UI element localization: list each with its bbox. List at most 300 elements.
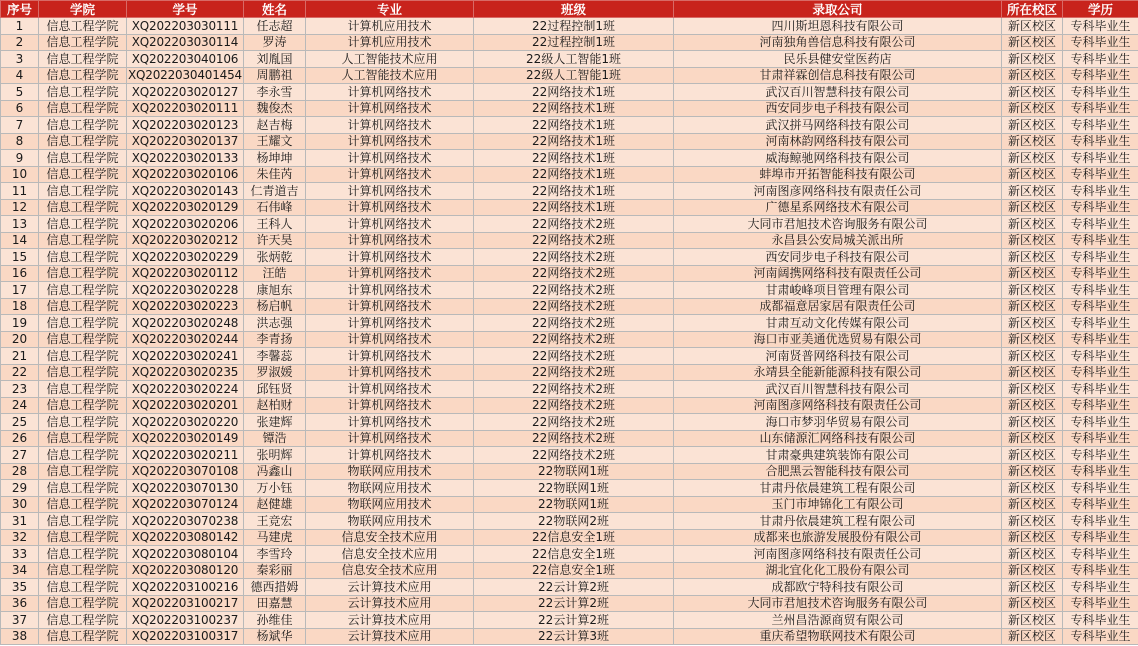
cell-company: 甘肃祥霖创信息科技有限公司 xyxy=(674,67,1002,84)
cell-class: 22网络技术2班 xyxy=(474,282,674,299)
cell-name: 李馨蕊 xyxy=(244,348,306,365)
cell-degree: 专科毕业生 xyxy=(1063,364,1138,381)
cell-name: 罗涛 xyxy=(244,34,306,51)
cell-company: 河南林韵网络科技有限公司 xyxy=(674,133,1002,150)
cell-campus: 新区校区 xyxy=(1002,529,1063,546)
cell-company: 成都欧宁特科技有限公司 xyxy=(674,579,1002,596)
cell-company: 成都来也旅游发展股份有限公司 xyxy=(674,529,1002,546)
cell-college: 信息工程学院 xyxy=(39,18,127,35)
cell-seq: 9 xyxy=(1,150,39,167)
cell-college: 信息工程学院 xyxy=(39,430,127,447)
cell-seq: 29 xyxy=(1,480,39,497)
cell-seq: 16 xyxy=(1,265,39,282)
cell-college: 信息工程学院 xyxy=(39,595,127,612)
cell-seq: 6 xyxy=(1,100,39,117)
cell-campus: 新区校区 xyxy=(1002,546,1063,563)
table-row xyxy=(1,117,1138,134)
cell-student-id: XQ202203020149 xyxy=(127,430,244,447)
cell-class: 22网络技术2班 xyxy=(474,397,674,414)
cell-class: 22网络技术1班 xyxy=(474,150,674,167)
cell-student-id: XQ202203020224 xyxy=(127,381,244,398)
cell-college: 信息工程学院 xyxy=(39,529,127,546)
cell-company: 甘肃互动文化传媒有限公司 xyxy=(674,315,1002,332)
header-company: 录取公司 xyxy=(674,1,1002,18)
cell-major: 计算机网络技术 xyxy=(306,216,474,233)
cell-major: 云计算技术应用 xyxy=(306,612,474,629)
table-row xyxy=(1,562,1138,579)
cell-company: 甘肃峻峰项目管理有限公司 xyxy=(674,282,1002,299)
cell-campus: 新区校区 xyxy=(1002,199,1063,216)
cell-student-id: XQ202203080104 xyxy=(127,546,244,563)
cell-name: 张建辉 xyxy=(244,414,306,431)
cell-class: 22网络技术2班 xyxy=(474,364,674,381)
table-row xyxy=(1,463,1138,480)
table-row xyxy=(1,496,1138,513)
cell-company: 甘肃豪典建筑装饰有限公司 xyxy=(674,447,1002,464)
cell-student-id: XQ202203030114 xyxy=(127,34,244,51)
table-row xyxy=(1,183,1138,200)
cell-name: 赵吉梅 xyxy=(244,117,306,134)
cell-company: 永靖县全能新能源科技有限公司 xyxy=(674,364,1002,381)
cell-college: 信息工程学院 xyxy=(39,579,127,596)
cell-college: 信息工程学院 xyxy=(39,331,127,348)
cell-name: 李雪玲 xyxy=(244,546,306,563)
cell-name: 镡浩 xyxy=(244,430,306,447)
cell-campus: 新区校区 xyxy=(1002,430,1063,447)
cell-class: 22过程控制1班 xyxy=(474,18,674,35)
cell-campus: 新区校区 xyxy=(1002,513,1063,530)
cell-student-id: XQ202203020212 xyxy=(127,232,244,249)
cell-seq: 25 xyxy=(1,414,39,431)
cell-major: 计算机网络技术 xyxy=(306,117,474,134)
cell-student-id: XQ202203070108 xyxy=(127,463,244,480)
table-row xyxy=(1,414,1138,431)
cell-college: 信息工程学院 xyxy=(39,513,127,530)
cell-degree: 专科毕业生 xyxy=(1063,315,1138,332)
cell-name: 康旭东 xyxy=(244,282,306,299)
cell-name: 德西措姆 xyxy=(244,579,306,596)
cell-seq: 38 xyxy=(1,628,39,645)
cell-name: 杨坤坤 xyxy=(244,150,306,167)
cell-class: 22云计算2班 xyxy=(474,612,674,629)
cell-major: 计算机应用技术 xyxy=(306,34,474,51)
cell-major: 物联网应用技术 xyxy=(306,513,474,530)
cell-class: 22级人工智能1班 xyxy=(474,67,674,84)
cell-seq: 26 xyxy=(1,430,39,447)
cell-major: 云计算技术应用 xyxy=(306,579,474,596)
cell-campus: 新区校区 xyxy=(1002,315,1063,332)
cell-class: 22云计算3班 xyxy=(474,628,674,645)
cell-seq: 13 xyxy=(1,216,39,233)
cell-student-id: XQ202203020137 xyxy=(127,133,244,150)
cell-college: 信息工程学院 xyxy=(39,397,127,414)
table-row xyxy=(1,216,1138,233)
cell-company: 四川斯坦恩科技有限公司 xyxy=(674,18,1002,35)
cell-class: 22物联网1班 xyxy=(474,496,674,513)
cell-campus: 新区校区 xyxy=(1002,414,1063,431)
cell-college: 信息工程学院 xyxy=(39,216,127,233)
cell-class: 22网络技术1班 xyxy=(474,100,674,117)
cell-name: 石伟峰 xyxy=(244,199,306,216)
cell-seq: 20 xyxy=(1,331,39,348)
cell-college: 信息工程学院 xyxy=(39,414,127,431)
cell-college: 信息工程学院 xyxy=(39,67,127,84)
cell-major: 计算机网络技术 xyxy=(306,298,474,315)
cell-seq: 3 xyxy=(1,51,39,68)
cell-student-id: XQ202203020112 xyxy=(127,265,244,282)
cell-class: 22网络技术2班 xyxy=(474,331,674,348)
table-row xyxy=(1,430,1138,447)
cell-company: 永昌县公安局城关派出所 xyxy=(674,232,1002,249)
cell-company: 甘肃丹依晨建筑工程有限公司 xyxy=(674,480,1002,497)
cell-name: 任志超 xyxy=(244,18,306,35)
cell-company: 大同市君旭技术咨询服务有限公司 xyxy=(674,595,1002,612)
cell-degree: 专科毕业生 xyxy=(1063,546,1138,563)
cell-college: 信息工程学院 xyxy=(39,381,127,398)
cell-major: 计算机网络技术 xyxy=(306,331,474,348)
cell-major: 信息安全技术应用 xyxy=(306,562,474,579)
cell-student-id: XQ202203020241 xyxy=(127,348,244,365)
cell-degree: 专科毕业生 xyxy=(1063,84,1138,101)
cell-campus: 新区校区 xyxy=(1002,496,1063,513)
cell-seq: 30 xyxy=(1,496,39,513)
table-row xyxy=(1,100,1138,117)
cell-class: 22网络技术2班 xyxy=(474,216,674,233)
cell-class: 22网络技术2班 xyxy=(474,298,674,315)
cell-name: 洪志强 xyxy=(244,315,306,332)
cell-company: 兰州昌浩源商贸有限公司 xyxy=(674,612,1002,629)
cell-class: 22网络技术2班 xyxy=(474,348,674,365)
cell-class: 22网络技术1班 xyxy=(474,84,674,101)
cell-student-id: XQ202203100216 xyxy=(127,579,244,596)
cell-degree: 专科毕业生 xyxy=(1063,331,1138,348)
cell-campus: 新区校区 xyxy=(1002,183,1063,200)
cell-degree: 专科毕业生 xyxy=(1063,414,1138,431)
cell-student-id: XQ202203100237 xyxy=(127,612,244,629)
cell-major: 云计算技术应用 xyxy=(306,595,474,612)
cell-company: 玉门市坤锦化工有限公司 xyxy=(674,496,1002,513)
cell-campus: 新区校区 xyxy=(1002,331,1063,348)
cell-major: 信息安全技术应用 xyxy=(306,529,474,546)
cell-seq: 12 xyxy=(1,199,39,216)
cell-name: 张明辉 xyxy=(244,447,306,464)
cell-seq: 7 xyxy=(1,117,39,134)
cell-company: 武汉拼马网络科技有限公司 xyxy=(674,117,1002,134)
cell-company: 西安同步电子科技有限公司 xyxy=(674,100,1002,117)
cell-major: 计算机网络技术 xyxy=(306,232,474,249)
cell-seq: 28 xyxy=(1,463,39,480)
table-row xyxy=(1,612,1138,629)
table-row xyxy=(1,249,1138,266)
table-row xyxy=(1,628,1138,645)
cell-student-id: XQ202203020129 xyxy=(127,199,244,216)
table-row xyxy=(1,67,1138,84)
header-seq: 序号 xyxy=(1,1,39,18)
cell-student-id: XQ202203020223 xyxy=(127,298,244,315)
cell-class: 22网络技术1班 xyxy=(474,183,674,200)
cell-degree: 专科毕业生 xyxy=(1063,496,1138,513)
cell-class: 22网络技术2班 xyxy=(474,232,674,249)
cell-campus: 新区校区 xyxy=(1002,282,1063,299)
cell-name: 赵健雄 xyxy=(244,496,306,513)
cell-degree: 专科毕业生 xyxy=(1063,166,1138,183)
cell-company: 武汉百川智慧科技有限公司 xyxy=(674,84,1002,101)
cell-company: 河南贤普网络科技有限公司 xyxy=(674,348,1002,365)
cell-degree: 专科毕业生 xyxy=(1063,430,1138,447)
cell-major: 计算机网络技术 xyxy=(306,199,474,216)
header-degree: 学历 xyxy=(1063,1,1138,18)
cell-seq: 35 xyxy=(1,579,39,596)
cell-major: 计算机网络技术 xyxy=(306,282,474,299)
cell-name: 马建虎 xyxy=(244,529,306,546)
cell-name: 杨斌华 xyxy=(244,628,306,645)
cell-major: 物联网应用技术 xyxy=(306,480,474,497)
cell-campus: 新区校区 xyxy=(1002,100,1063,117)
cell-college: 信息工程学院 xyxy=(39,117,127,134)
table-row xyxy=(1,381,1138,398)
table-row xyxy=(1,480,1138,497)
cell-student-id: XQ202203020201 xyxy=(127,397,244,414)
cell-seq: 5 xyxy=(1,84,39,101)
cell-college: 信息工程学院 xyxy=(39,100,127,117)
cell-campus: 新区校区 xyxy=(1002,381,1063,398)
cell-degree: 专科毕业生 xyxy=(1063,183,1138,200)
cell-major: 计算机网络技术 xyxy=(306,150,474,167)
cell-college: 信息工程学院 xyxy=(39,183,127,200)
table-row xyxy=(1,18,1138,35)
cell-name: 罗淑媛 xyxy=(244,364,306,381)
cell-name: 仁青道吉 xyxy=(244,183,306,200)
cell-seq: 33 xyxy=(1,546,39,563)
cell-major: 计算机网络技术 xyxy=(306,430,474,447)
table-row xyxy=(1,150,1138,167)
table-row xyxy=(1,513,1138,530)
table-row xyxy=(1,51,1138,68)
cell-class: 22级人工智能1班 xyxy=(474,51,674,68)
cell-student-id: XQ202203040106 xyxy=(127,51,244,68)
cell-degree: 专科毕业生 xyxy=(1063,595,1138,612)
cell-company: 广德星系网络技术有限公司 xyxy=(674,199,1002,216)
cell-name: 万小钰 xyxy=(244,480,306,497)
cell-class: 22过程控制1班 xyxy=(474,34,674,51)
cell-college: 信息工程学院 xyxy=(39,84,127,101)
cell-degree: 专科毕业生 xyxy=(1063,579,1138,596)
cell-campus: 新区校区 xyxy=(1002,447,1063,464)
cell-class: 22物联网1班 xyxy=(474,480,674,497)
table-row xyxy=(1,397,1138,414)
cell-major: 云计算技术应用 xyxy=(306,628,474,645)
cell-class: 22物联网2班 xyxy=(474,513,674,530)
cell-degree: 专科毕业生 xyxy=(1063,34,1138,51)
table-row xyxy=(1,529,1138,546)
cell-class: 22网络技术2班 xyxy=(474,414,674,431)
cell-college: 信息工程学院 xyxy=(39,496,127,513)
header-campus: 所在校区 xyxy=(1002,1,1063,18)
cell-college: 信息工程学院 xyxy=(39,51,127,68)
cell-student-id: XQ202203020244 xyxy=(127,331,244,348)
cell-student-id: XQ202203100217 xyxy=(127,595,244,612)
cell-company: 湖北宜化化工股份有限公司 xyxy=(674,562,1002,579)
cell-degree: 专科毕业生 xyxy=(1063,265,1138,282)
cell-student-id: XQ202203080142 xyxy=(127,529,244,546)
cell-company: 河南阔携网络科技有限责任公司 xyxy=(674,265,1002,282)
cell-student-id: XQ202203080120 xyxy=(127,562,244,579)
cell-campus: 新区校区 xyxy=(1002,133,1063,150)
cell-degree: 专科毕业生 xyxy=(1063,100,1138,117)
cell-degree: 专科毕业生 xyxy=(1063,232,1138,249)
header-college: 学院 xyxy=(39,1,127,18)
cell-seq: 1 xyxy=(1,18,39,35)
cell-major: 计算机网络技术 xyxy=(306,348,474,365)
cell-class: 22网络技术1班 xyxy=(474,117,674,134)
header-name: 姓名 xyxy=(244,1,306,18)
cell-student-id: XQ202203020228 xyxy=(127,282,244,299)
cell-campus: 新区校区 xyxy=(1002,84,1063,101)
cell-company: 河南图彦网络科技有限责任公司 xyxy=(674,183,1002,200)
table-row xyxy=(1,133,1138,150)
cell-college: 信息工程学院 xyxy=(39,480,127,497)
cell-college: 信息工程学院 xyxy=(39,612,127,629)
cell-college: 信息工程学院 xyxy=(39,34,127,51)
cell-degree: 专科毕业生 xyxy=(1063,199,1138,216)
cell-major: 人工智能技术应用 xyxy=(306,51,474,68)
cell-campus: 新区校区 xyxy=(1002,397,1063,414)
cell-major: 计算机网络技术 xyxy=(306,100,474,117)
cell-name: 王竞宏 xyxy=(244,513,306,530)
cell-class: 22网络技术2班 xyxy=(474,447,674,464)
cell-seq: 15 xyxy=(1,249,39,266)
cell-college: 信息工程学院 xyxy=(39,463,127,480)
cell-student-id: XQ202203070124 xyxy=(127,496,244,513)
table-row xyxy=(1,232,1138,249)
cell-class: 22网络技术2班 xyxy=(474,315,674,332)
cell-college: 信息工程学院 xyxy=(39,546,127,563)
cell-degree: 专科毕业生 xyxy=(1063,117,1138,134)
cell-class: 22网络技术2班 xyxy=(474,249,674,266)
cell-degree: 专科毕业生 xyxy=(1063,282,1138,299)
cell-campus: 新区校区 xyxy=(1002,34,1063,51)
cell-name: 周鹏祖 xyxy=(244,67,306,84)
cell-company: 大同市君旭技术咨询服务有限公司 xyxy=(674,216,1002,233)
cell-campus: 新区校区 xyxy=(1002,67,1063,84)
cell-class: 22网络技术1班 xyxy=(474,133,674,150)
cell-degree: 专科毕业生 xyxy=(1063,447,1138,464)
cell-name: 李永雪 xyxy=(244,84,306,101)
cell-seq: 10 xyxy=(1,166,39,183)
cell-company: 甘肃丹依晨建筑工程有限公司 xyxy=(674,513,1002,530)
cell-degree: 专科毕业生 xyxy=(1063,628,1138,645)
cell-seq: 31 xyxy=(1,513,39,530)
cell-seq: 2 xyxy=(1,34,39,51)
cell-class: 22网络技术1班 xyxy=(474,166,674,183)
cell-degree: 专科毕业生 xyxy=(1063,150,1138,167)
cell-degree: 专科毕业生 xyxy=(1063,480,1138,497)
cell-student-id: XQ202203030111 xyxy=(127,18,244,35)
cell-name: 孙维佳 xyxy=(244,612,306,629)
cell-seq: 18 xyxy=(1,298,39,315)
cell-college: 信息工程学院 xyxy=(39,315,127,332)
table-row xyxy=(1,447,1138,464)
cell-college: 信息工程学院 xyxy=(39,628,127,645)
cell-name: 王科人 xyxy=(244,216,306,233)
cell-seq: 27 xyxy=(1,447,39,464)
cell-degree: 专科毕业生 xyxy=(1063,216,1138,233)
cell-degree: 专科毕业生 xyxy=(1063,612,1138,629)
cell-campus: 新区校区 xyxy=(1002,166,1063,183)
table-body xyxy=(1,18,1138,645)
table-row xyxy=(1,298,1138,315)
cell-class: 22信息安全1班 xyxy=(474,562,674,579)
cell-seq: 14 xyxy=(1,232,39,249)
cell-degree: 专科毕业生 xyxy=(1063,298,1138,315)
cell-student-id: XQ202203020211 xyxy=(127,447,244,464)
cell-degree: 专科毕业生 xyxy=(1063,67,1138,84)
cell-degree: 专科毕业生 xyxy=(1063,513,1138,530)
cell-class: 22网络技术1班 xyxy=(474,199,674,216)
cell-degree: 专科毕业生 xyxy=(1063,529,1138,546)
cell-campus: 新区校区 xyxy=(1002,249,1063,266)
cell-major: 人工智能技术应用 xyxy=(306,67,474,84)
cell-seq: 32 xyxy=(1,529,39,546)
cell-campus: 新区校区 xyxy=(1002,480,1063,497)
cell-company: 重庆希望物联网技术有限公司 xyxy=(674,628,1002,645)
cell-major: 计算机网络技术 xyxy=(306,397,474,414)
cell-college: 信息工程学院 xyxy=(39,562,127,579)
cell-college: 信息工程学院 xyxy=(39,232,127,249)
cell-name: 秦彩丽 xyxy=(244,562,306,579)
cell-campus: 新区校区 xyxy=(1002,463,1063,480)
cell-campus: 新区校区 xyxy=(1002,628,1063,645)
cell-campus: 新区校区 xyxy=(1002,364,1063,381)
cell-company: 河南图彦网络科技有限责任公司 xyxy=(674,546,1002,563)
cell-major: 计算机网络技术 xyxy=(306,166,474,183)
cell-student-id: XQ202203020248 xyxy=(127,315,244,332)
header-row xyxy=(1,1,1138,18)
cell-class: 22网络技术2班 xyxy=(474,265,674,282)
cell-seq: 22 xyxy=(1,364,39,381)
cell-seq: 34 xyxy=(1,562,39,579)
cell-campus: 新区校区 xyxy=(1002,579,1063,596)
cell-campus: 新区校区 xyxy=(1002,265,1063,282)
cell-campus: 新区校区 xyxy=(1002,562,1063,579)
table-row xyxy=(1,34,1138,51)
cell-major: 计算机网络技术 xyxy=(306,414,474,431)
cell-student-id: XQ202203020133 xyxy=(127,150,244,167)
cell-seq: 17 xyxy=(1,282,39,299)
cell-degree: 专科毕业生 xyxy=(1063,249,1138,266)
cell-college: 信息工程学院 xyxy=(39,447,127,464)
cell-major: 计算机网络技术 xyxy=(306,84,474,101)
cell-college: 信息工程学院 xyxy=(39,282,127,299)
cell-major: 计算机网络技术 xyxy=(306,447,474,464)
cell-name: 魏俊杰 xyxy=(244,100,306,117)
cell-name: 张炳乾 xyxy=(244,249,306,266)
cell-degree: 专科毕业生 xyxy=(1063,397,1138,414)
cell-student-id: XQ202203020206 xyxy=(127,216,244,233)
cell-campus: 新区校区 xyxy=(1002,18,1063,35)
table-row xyxy=(1,595,1138,612)
cell-seq: 24 xyxy=(1,397,39,414)
cell-major: 计算机网络技术 xyxy=(306,183,474,200)
cell-campus: 新区校区 xyxy=(1002,595,1063,612)
table-row xyxy=(1,331,1138,348)
cell-campus: 新区校区 xyxy=(1002,612,1063,629)
cell-student-id: XQ202203020106 xyxy=(127,166,244,183)
cell-campus: 新区校区 xyxy=(1002,216,1063,233)
table-row xyxy=(1,84,1138,101)
cell-college: 信息工程学院 xyxy=(39,166,127,183)
cell-campus: 新区校区 xyxy=(1002,232,1063,249)
